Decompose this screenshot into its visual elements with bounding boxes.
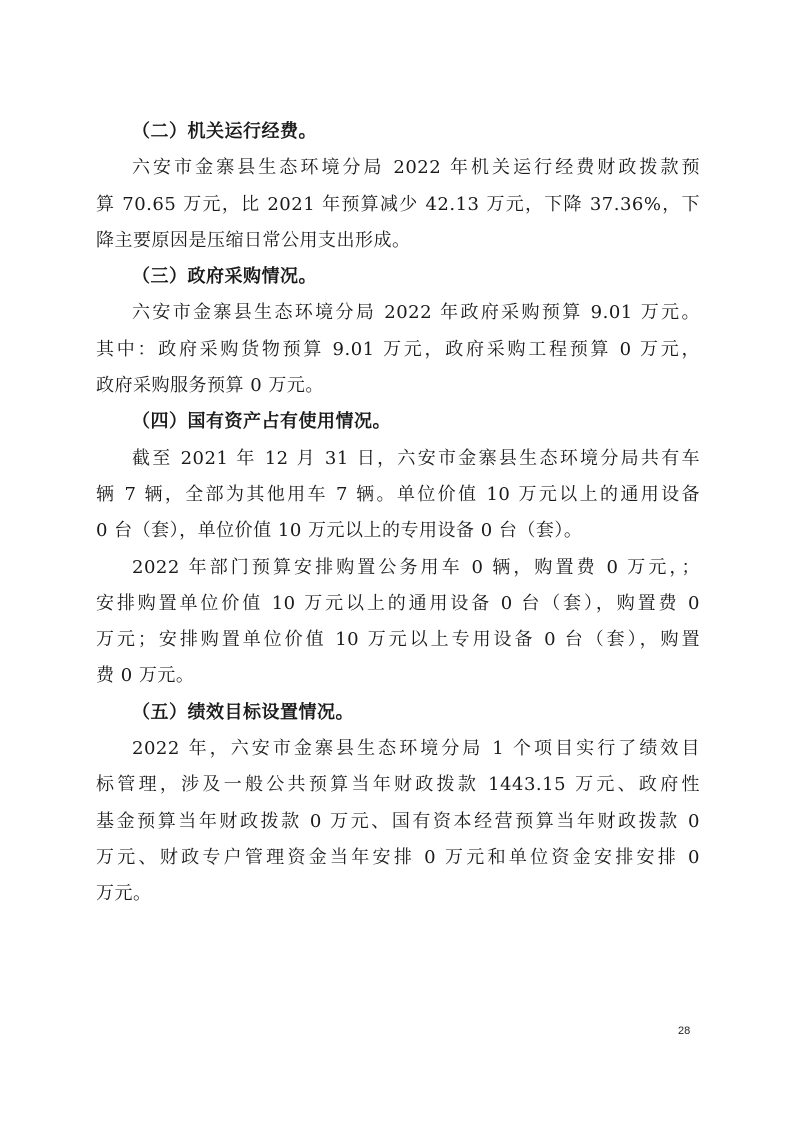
- paragraph-line: 2022 年部门预算安排购置公务用车 0 辆，购置费 0 万元，；: [132, 556, 700, 578]
- section-heading: （三）政府采购情况。: [132, 266, 317, 288]
- paragraph-line: 万元。: [96, 883, 152, 905]
- paragraph-line: 六安市金寨县生态环境分局 2022 年政府采购预算 9.01 万元。: [132, 302, 700, 324]
- paragraph-line: 辆 7 辆，全部为其他用车 7 辆。单位价值 10 万元以上的通用设备: [96, 483, 700, 505]
- paragraph-line: 政府采购服务预算 0 万元。: [96, 375, 324, 397]
- paragraph-line: 其中：政府采购货物预算 9.01 万元，政府采购工程预算 0 万元，: [96, 338, 700, 360]
- paragraph-line: 费 0 万元。: [96, 665, 195, 687]
- paragraph-line: 基金预算当年财政拨款 0 万元、国有资本经营预算当年财政拨款 0: [96, 810, 700, 832]
- paragraph-line: 2022 年，六安市金寨县生态环境分局 1 个项目实行了绩效目: [132, 738, 700, 760]
- paragraph-line: 降主要原因是压缩日常公用支出形成。: [96, 229, 411, 251]
- page-number: 28: [678, 1025, 691, 1037]
- section-heading: （五）绩效目标设置情况。: [132, 701, 354, 723]
- paragraph-line: 截至 2021 年 12 月 31 日，六安市金寨县生态环境分局共有车: [132, 447, 700, 469]
- section-heading: （二）机关运行经费。: [132, 121, 317, 142]
- paragraph-line: 万元；安排购置单位价值 10 万元以上专用设备 0 台（套），购置: [96, 629, 700, 651]
- section-heading: （四）国有资产占有使用情况。: [132, 411, 391, 433]
- paragraph-line: 算 70.65 万元，比 2021 年预算减少 42.13 万元，下降 37.36%，下: [96, 193, 700, 215]
- paragraph-line: 六安市金寨县生态环境分局 2022 年机关运行经费财政拨款预: [132, 157, 700, 179]
- paragraph-line: 万元、财政专户管理资金当年安排 0 万元和单位资金安排安排 0: [96, 846, 700, 868]
- paragraph-line: 0 台（套），单位价值 10 万元以上的专用设备 0 台（套）。: [96, 520, 583, 542]
- paragraph-line: 标管理，涉及一般公共预算当年财政拨款 1443.15 万元、政府性: [96, 774, 700, 796]
- page-body: [96, 114, 700, 913]
- paragraph-line: 安排购置单位价值 10 万元以上的通用设备 0 台（套），购置费 0: [96, 592, 700, 614]
